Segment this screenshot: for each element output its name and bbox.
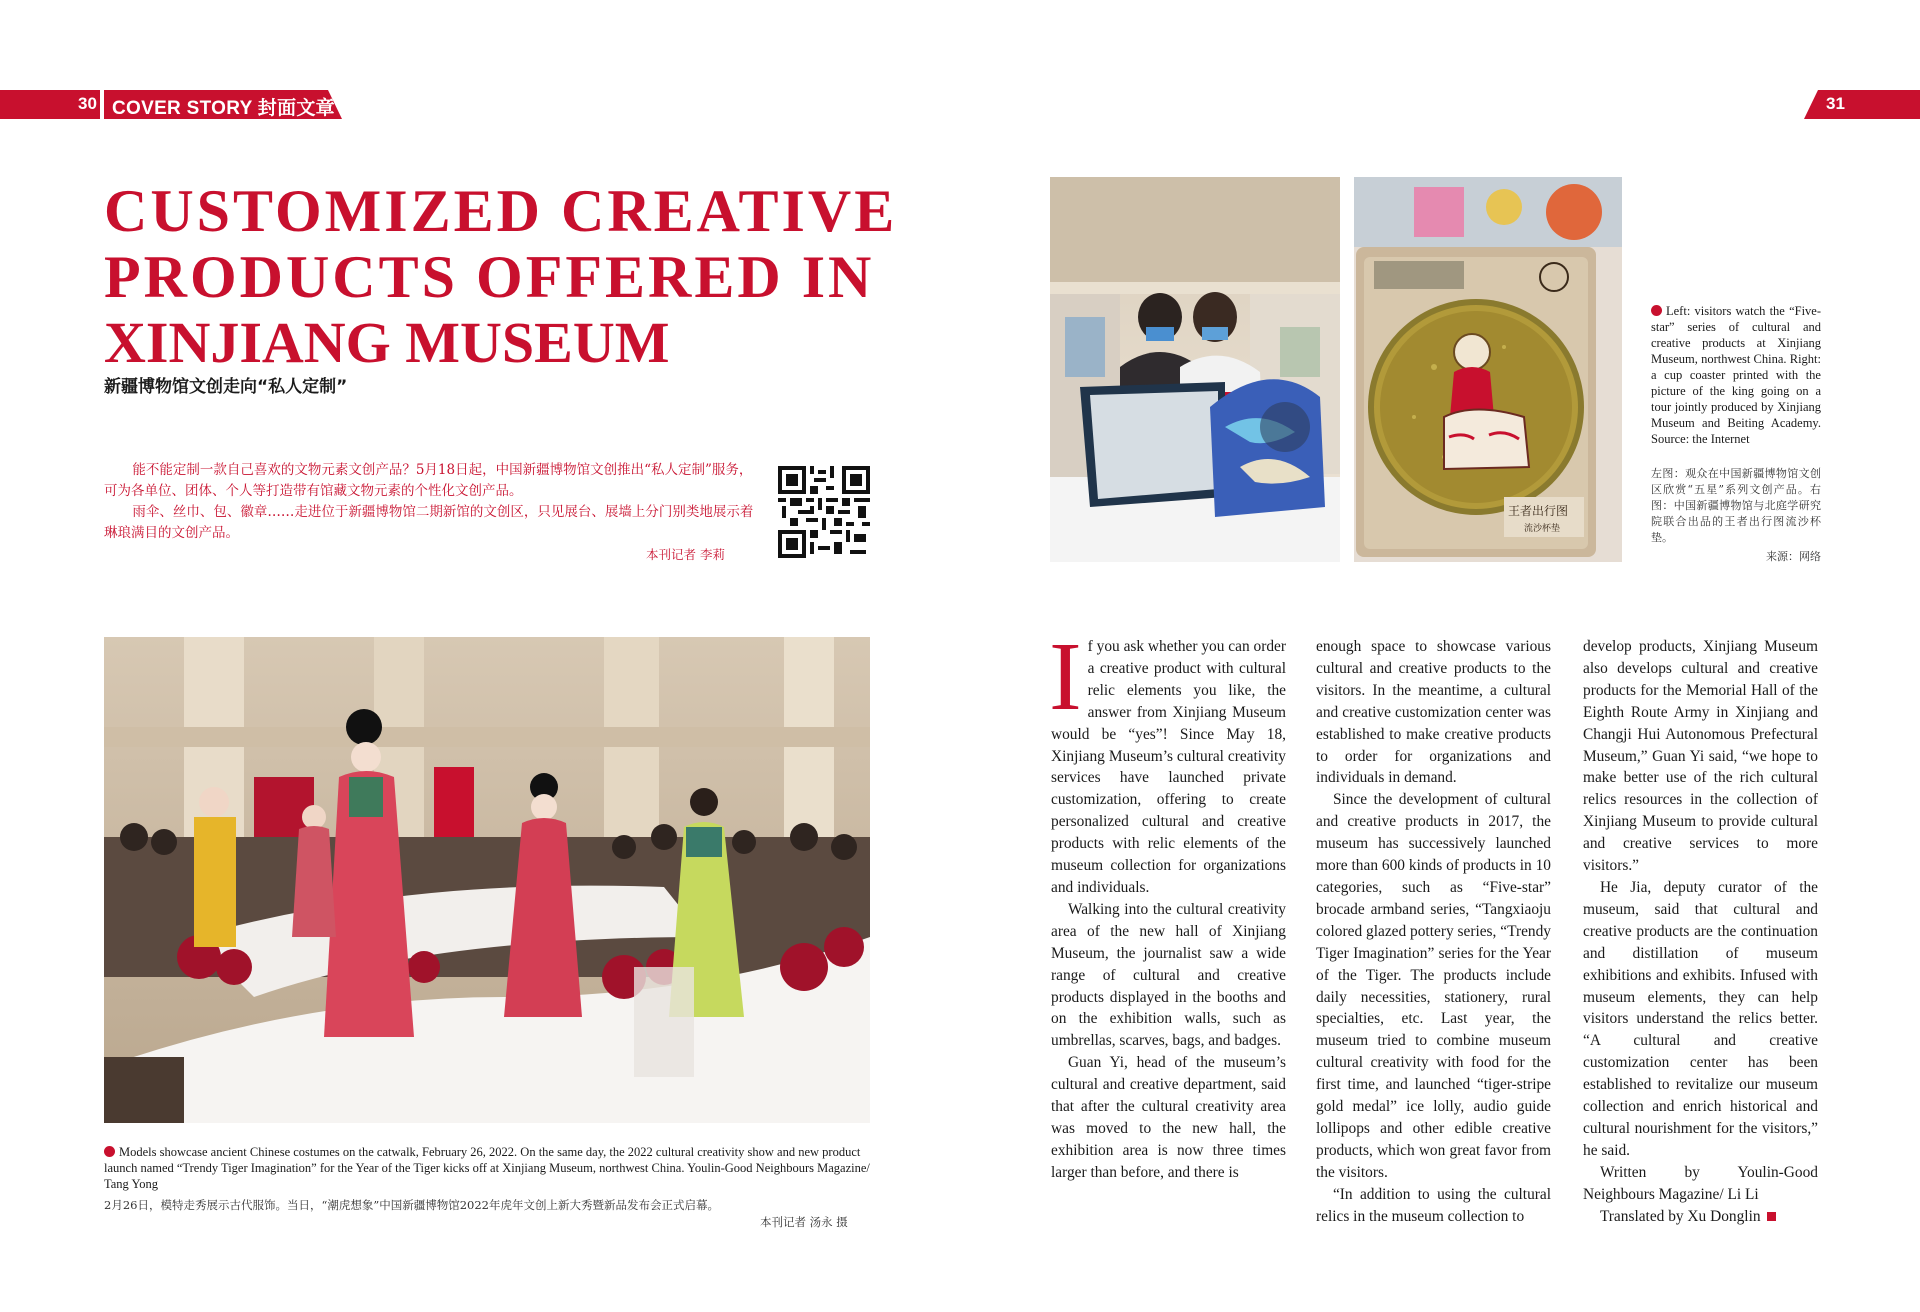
photo-cup-coaster [1354,177,1622,562]
main-photo-caption-chinese: 2月26日，模特走秀展示古代服饰。当日，“潮虎想象”中国新疆博物馆2022年虎年文创上新大秀暨新品发布会正式启幕。 [104,1198,719,1212]
photos-caption-chinese: 左图：观众在中国新疆博物馆文创区欣赏“五星”系列文创产品。右图：中国新疆博物馆与北庭学研究院联合出品的王者出行图流沙杯垫。 [1651,467,1821,544]
coaster-subtitle-text: 流沙杯垫 [1524,524,1561,534]
body-paragraph-3: Guan Yi, head of the museum’s cultural and creative department, said that after the cultural creativity area was moved to the new hall, the exhibition area is now three times larger than before, and there is [1051,1054,1286,1181]
photos-caption-source: 来源：网络 [1766,550,1821,563]
photo-catwalk-models [104,637,870,1123]
main-caption-marker-icon [104,1146,115,1157]
drop-cap: I [1049,623,1082,731]
byline: Written by Youlin-Good Neighbours Magazine/ Li Li [1583,1163,1818,1203]
intro-chinese [104,460,754,544]
body-paragraph-1-text: f you ask whether you can order a creative product with cultural relic elements you like, the answer from Xinjiang Museum would be “yes”! Since May 18, Xinjiang Museum’s cultural creativity services have launched private customization, offering to create personalized cultural and creative products with relic elements of the museum collection for organizations and individuals. [1051,638,1286,896]
end-mark-icon [1767,1212,1776,1221]
body-paragraph-5: “In addition to using the cultural relics in the museum collection to [1316,1185,1551,1225]
body-column-3 [1583,636,1818,1227]
translator-text: Translated by Xu Donglin [1599,1207,1761,1225]
page-number-left: 30 [78,94,97,113]
page-number-right: 31 [1826,94,1845,113]
header-bar-right-shape [1804,90,1920,119]
article-title [104,178,898,376]
photo-visitors-showcase [1050,177,1340,562]
intro-paragraph-1: 能不能定制一款自己喜欢的文物元素文创产品？5月18日起，中国新疆博物馆文创推出“私人定制”服务，可为各单位、团体、个人等打造带有馆藏文物元素的个性化文创产品。 [104,462,753,499]
subtitle-chinese: 新疆博物馆文创走向“私人定制” [104,377,348,397]
body-paragraph-5-continued: develop products, Xinjiang Museum also develops cultural and creative products for the Memorial Hall of the Eighth Route Army in Xinjiang and Changji Hui Autonomous Prefectural Museum,” Guan Yi said, “we hope to make better use of the rich cultural relics resources in the collection of Xinjiang Museum to provide cultural and creative services to more visitors.” [1583,638,1818,875]
section-label: COVER STORY 封面文章 [112,98,335,119]
title-line-2: PRODUCTS OFFERED IN [104,244,875,310]
section-header-left [0,90,342,119]
body-paragraph-3-continued: enough space to showcase various cultural and creative products to the visitors. In the meantime, a cultural and creative customization center was established to make creative products to order for organizations and individuals in demand. [1316,638,1551,787]
coaster-title-text: 王者出行图 [1508,504,1569,518]
main-photo-credit: 本刊记者 汤永 摄 [760,1215,848,1229]
section-header-right [1804,90,1920,119]
caption-marker-icon [1651,305,1662,316]
qr-code-icon[interactable] [778,466,870,558]
main-photo-caption-english [104,1144,872,1192]
body-column-1 [1049,623,1286,1184]
photos-caption-english [1651,303,1821,447]
intro-paragraph-2: 雨伞、丝巾、包、徽章……走进位于新疆博物馆二期新馆的文创区，只见展台、展墙上分门别类地展示着琳琅满目的文创产品。 [104,504,754,541]
photos-caption-text: Left: visitors watch the “Five-star” series of cultural and creative products at Xinjiang Museum, northwest China. Right: a cup coaster printed with the picture of the king going on a tour jointly produced by Xinjiang Museum and Beiting Academy. Source: the Internet [1651,304,1821,446]
main-caption-text: Models showcase ancient Chinese costumes on the catwalk, February 26, 2022. On the same day, the 2022 cultural creativity show and new product launch named “Trendy Tiger Imagination” for the Year of the Tiger kicks off at Xinjiang Museum, northwest China. Youlin-Good Neighbours Magazine/ Tang Yong [104,1145,870,1191]
body-paragraph-6: He Jia, deputy curator of the museum, said that cultural and creative products are the continuation and distillation of museum exhibitions and exhibits. Infused with museum elements, they can help visitors understand the relics better. “A cultural and creative customization center has been established to revitalize our museum collection and enrich historical and cultural nourishment for the visitors,” he said. [1583,878,1818,1159]
body-column-2 [1316,636,1551,1227]
body-paragraph-4: Since the development of cultural and creative products in 2017, the museum has successively launched more than 600 kinds of products in 10 categories, such as “Five-star” brocade armband series, “Tangxiaoju colored glazed pottery series, “Trendy Tiger Imagination” series for the Year of the Tiger. The products include daily necessities, stationery, rural specialties, etc. Last year, the museum tried to combine museum cultural creativity with food for the first time, and launched “tiger-stripe gold medal” ice lolly, audio guide lollipops and other edible creative products, which won great favor from the visitors. [1316,791,1551,1181]
translator-line [1583,1206,1818,1228]
intro-credit: 本刊记者 李莉 [646,547,725,562]
title-line-1: CUSTOMIZED CREATIVE [104,178,898,244]
body-paragraph-1 [1049,623,1286,899]
body-paragraph-2: Walking into the cultural creativity area of the new hall of Xinjiang Museum, the journalist saw a wide range of cultural and creative products displayed in the booths and on the exhibition walls, such as umbrellas, scarves, bags, and badges. [1051,900,1286,1050]
title-line-3: XINJIANG MUSEUM [104,310,670,375]
